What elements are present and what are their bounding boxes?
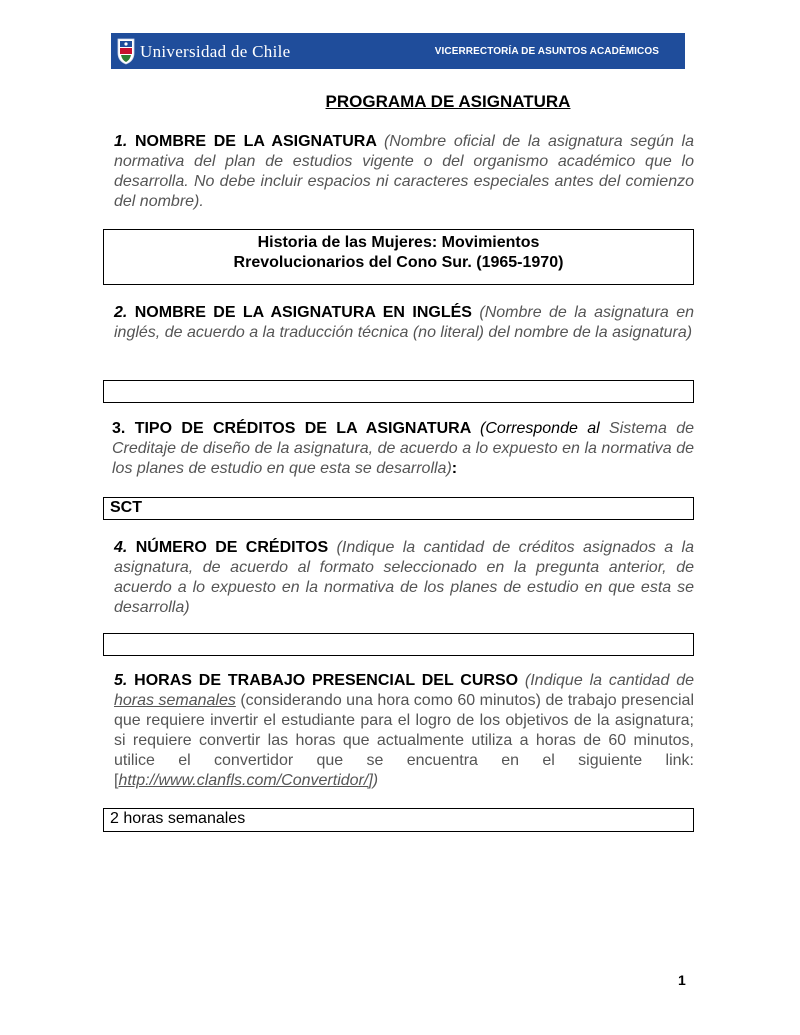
section-5-description-c: ]) (368, 772, 379, 789)
section-3-colon: : (451, 460, 458, 477)
section-2-label: NOMBRE DE LA ASIGNATURA EN INGLÉS (127, 304, 480, 321)
section-4-description: (Indique la cantidad de créditos asignados a la asignatura, de acuerdo al formato seleccionado en la pregunta anterior, de acuerdo a lo expuesto en la normativa de los planes de estudio en que esta se desarrolla) (114, 539, 695, 616)
page-number: 1 (678, 972, 686, 988)
credits-number-box (103, 633, 694, 656)
section-2-number: 2. (114, 304, 128, 321)
section-1-description: (Nombre oficial de la asignatura según la normativa del plan de estudios vigente o del organismo académico que lo desarrolla. No debe incluir espacios ni caracteres especiales antes del comienzo del nombre). (114, 133, 694, 210)
header-banner (111, 33, 685, 69)
section-4-number: 4. (114, 539, 128, 556)
section-3-description-prefix: (Corresponde al (480, 420, 610, 437)
vicerrectoria-label: VICERRECTORÍA DE ASUNTOS ACADÉMICOS (434, 46, 659, 57)
section-4 (114, 538, 694, 618)
credit-type-box (103, 497, 694, 520)
section-5-label: HORAS DE TRABAJO PRESENCIAL DEL CURSO (127, 672, 525, 689)
section-3 (112, 419, 694, 479)
course-name-line-2: Rrevolucionarios del Cono Sur. (1965-1970) (233, 254, 564, 271)
section-5-description-b: (considerando una hora como 60 minutos) de trabajo presencial que requiere invertir el estudiante para el logro de los objetivos de la asignatura; si requiere convertir las horas que actualmente utiliza a horas de 60 minutos, utilice el convertidor que se encuentra en el siguiente link: [ (114, 692, 695, 789)
section-3-description: Sistema de Creditaje de diseño de la asignatura, de acuerdo a lo expuesto en la normativa de los planes de estudio en que esta se desarrolla) (112, 420, 694, 477)
university-shield-icon (117, 37, 135, 65)
contact-hours-value: 2 horas semanales (110, 810, 246, 827)
section-5-description-a: (Indique la cantidad de (524, 672, 694, 689)
section-2 (114, 303, 694, 343)
section-5 (114, 671, 694, 791)
section-1 (114, 132, 694, 212)
section-5-number: 5. (114, 672, 128, 689)
converter-link[interactable]: http://www.clanfls.com/Convertidor/ (118, 772, 369, 789)
contact-hours-box (103, 808, 694, 832)
course-name-box (103, 229, 694, 285)
section-5-weekly-hours-underlined: horas semanales (114, 692, 236, 709)
course-name-line-1: Historia de las Mujeres: Movimientos (257, 234, 540, 251)
university-name: Universidad de Chile (140, 42, 291, 61)
credit-type-value: SCT (110, 499, 142, 516)
page-title: PROGRAMA DE ASIGNATURA (325, 92, 571, 111)
section-4-label: NÚMERO DE CRÉDITOS (127, 539, 337, 556)
section-1-number: 1. (114, 133, 128, 150)
english-name-box (103, 380, 694, 403)
section-2-description: (Nombre de la asignatura en inglés, de acuerdo a la traducción técnica (no literal) del nombre de la asignatura) (114, 304, 695, 341)
section-3-label: 3. TIPO DE CRÉDITOS DE LA ASIGNATURA (112, 420, 481, 437)
section-1-label: NOMBRE DE LA ASIGNATURA (127, 133, 384, 150)
